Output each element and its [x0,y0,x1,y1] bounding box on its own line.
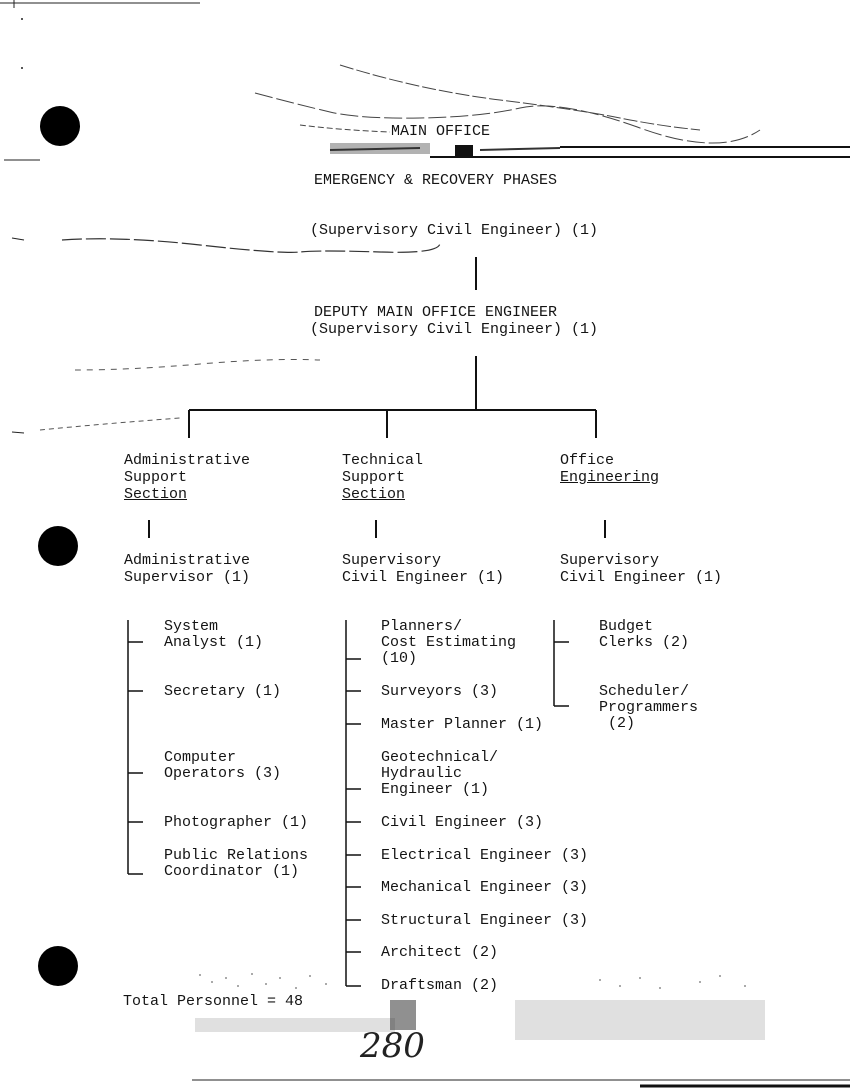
staff-item: Planners/ [381,618,463,635]
staff-item: Geotechnical/ [381,749,499,766]
section-name: Support [124,469,188,486]
staff-item: Mechanical Engineer (3) [381,879,589,896]
staff-item: Hydraulic [381,765,463,782]
page-subtitle: EMERGENCY & RECOVERY PHASES [314,172,558,189]
staff-item: Clerks (2) [599,634,690,651]
staff-item: (2) [599,715,636,732]
staff-item: Civil Engineer (3) [381,814,544,831]
staff-item: Budget [599,618,654,635]
staff-item: Electrical Engineer (3) [381,847,589,864]
section-name: Support [342,469,406,486]
staff-item: Structural Engineer (3) [381,912,589,929]
section-head: Supervisory [342,552,442,569]
staff-item: Architect (2) [381,944,499,961]
top-supervisor-role: (Supervisory Civil Engineer) (1) [310,222,599,239]
staff-item: Scheduler/ [599,683,690,700]
staff-item: Draftsman (2) [381,977,499,994]
staff-item: Coordinator (1) [164,863,300,880]
staff-item: Photographer (1) [164,814,309,831]
staff-item: Operators (3) [164,765,282,782]
section-name: Section [124,486,188,503]
handwritten-page-number: 280 [360,1026,425,1066]
section-name: Office [560,452,615,469]
staff-item: (10) [381,650,418,667]
staff-item: Cost Estimating [381,634,517,651]
section-name: Technical [342,452,424,469]
page-title: MAIN OFFICE [391,123,491,140]
staff-item: Analyst (1) [164,634,264,651]
total-personnel: Total Personnel = 48 [123,993,304,1010]
section-name: Section [342,486,406,503]
staff-item: Programmers [599,699,699,716]
section-name: Administrative [124,452,251,469]
staff-item: System [164,618,219,635]
section-head: Administrative [124,552,251,569]
staff-item: Engineer (1) [381,781,490,798]
deputy-role: (Supervisory Civil Engineer) (1) [310,321,599,338]
staff-item: Public Relations [164,847,309,864]
staff-item: Master Planner (1) [381,716,544,733]
staff-item: Surveyors (3) [381,683,499,700]
section-name: Engineering [560,469,660,486]
deputy-title: DEPUTY MAIN OFFICE ENGINEER [314,304,558,321]
section-head: Supervisory [560,552,660,569]
section-head: Supervisor (1) [124,569,251,586]
staff-item: Computer [164,749,237,766]
staff-item: Secretary (1) [164,683,282,700]
section-head: Civil Engineer (1) [560,569,723,586]
section-head: Civil Engineer (1) [342,569,505,586]
